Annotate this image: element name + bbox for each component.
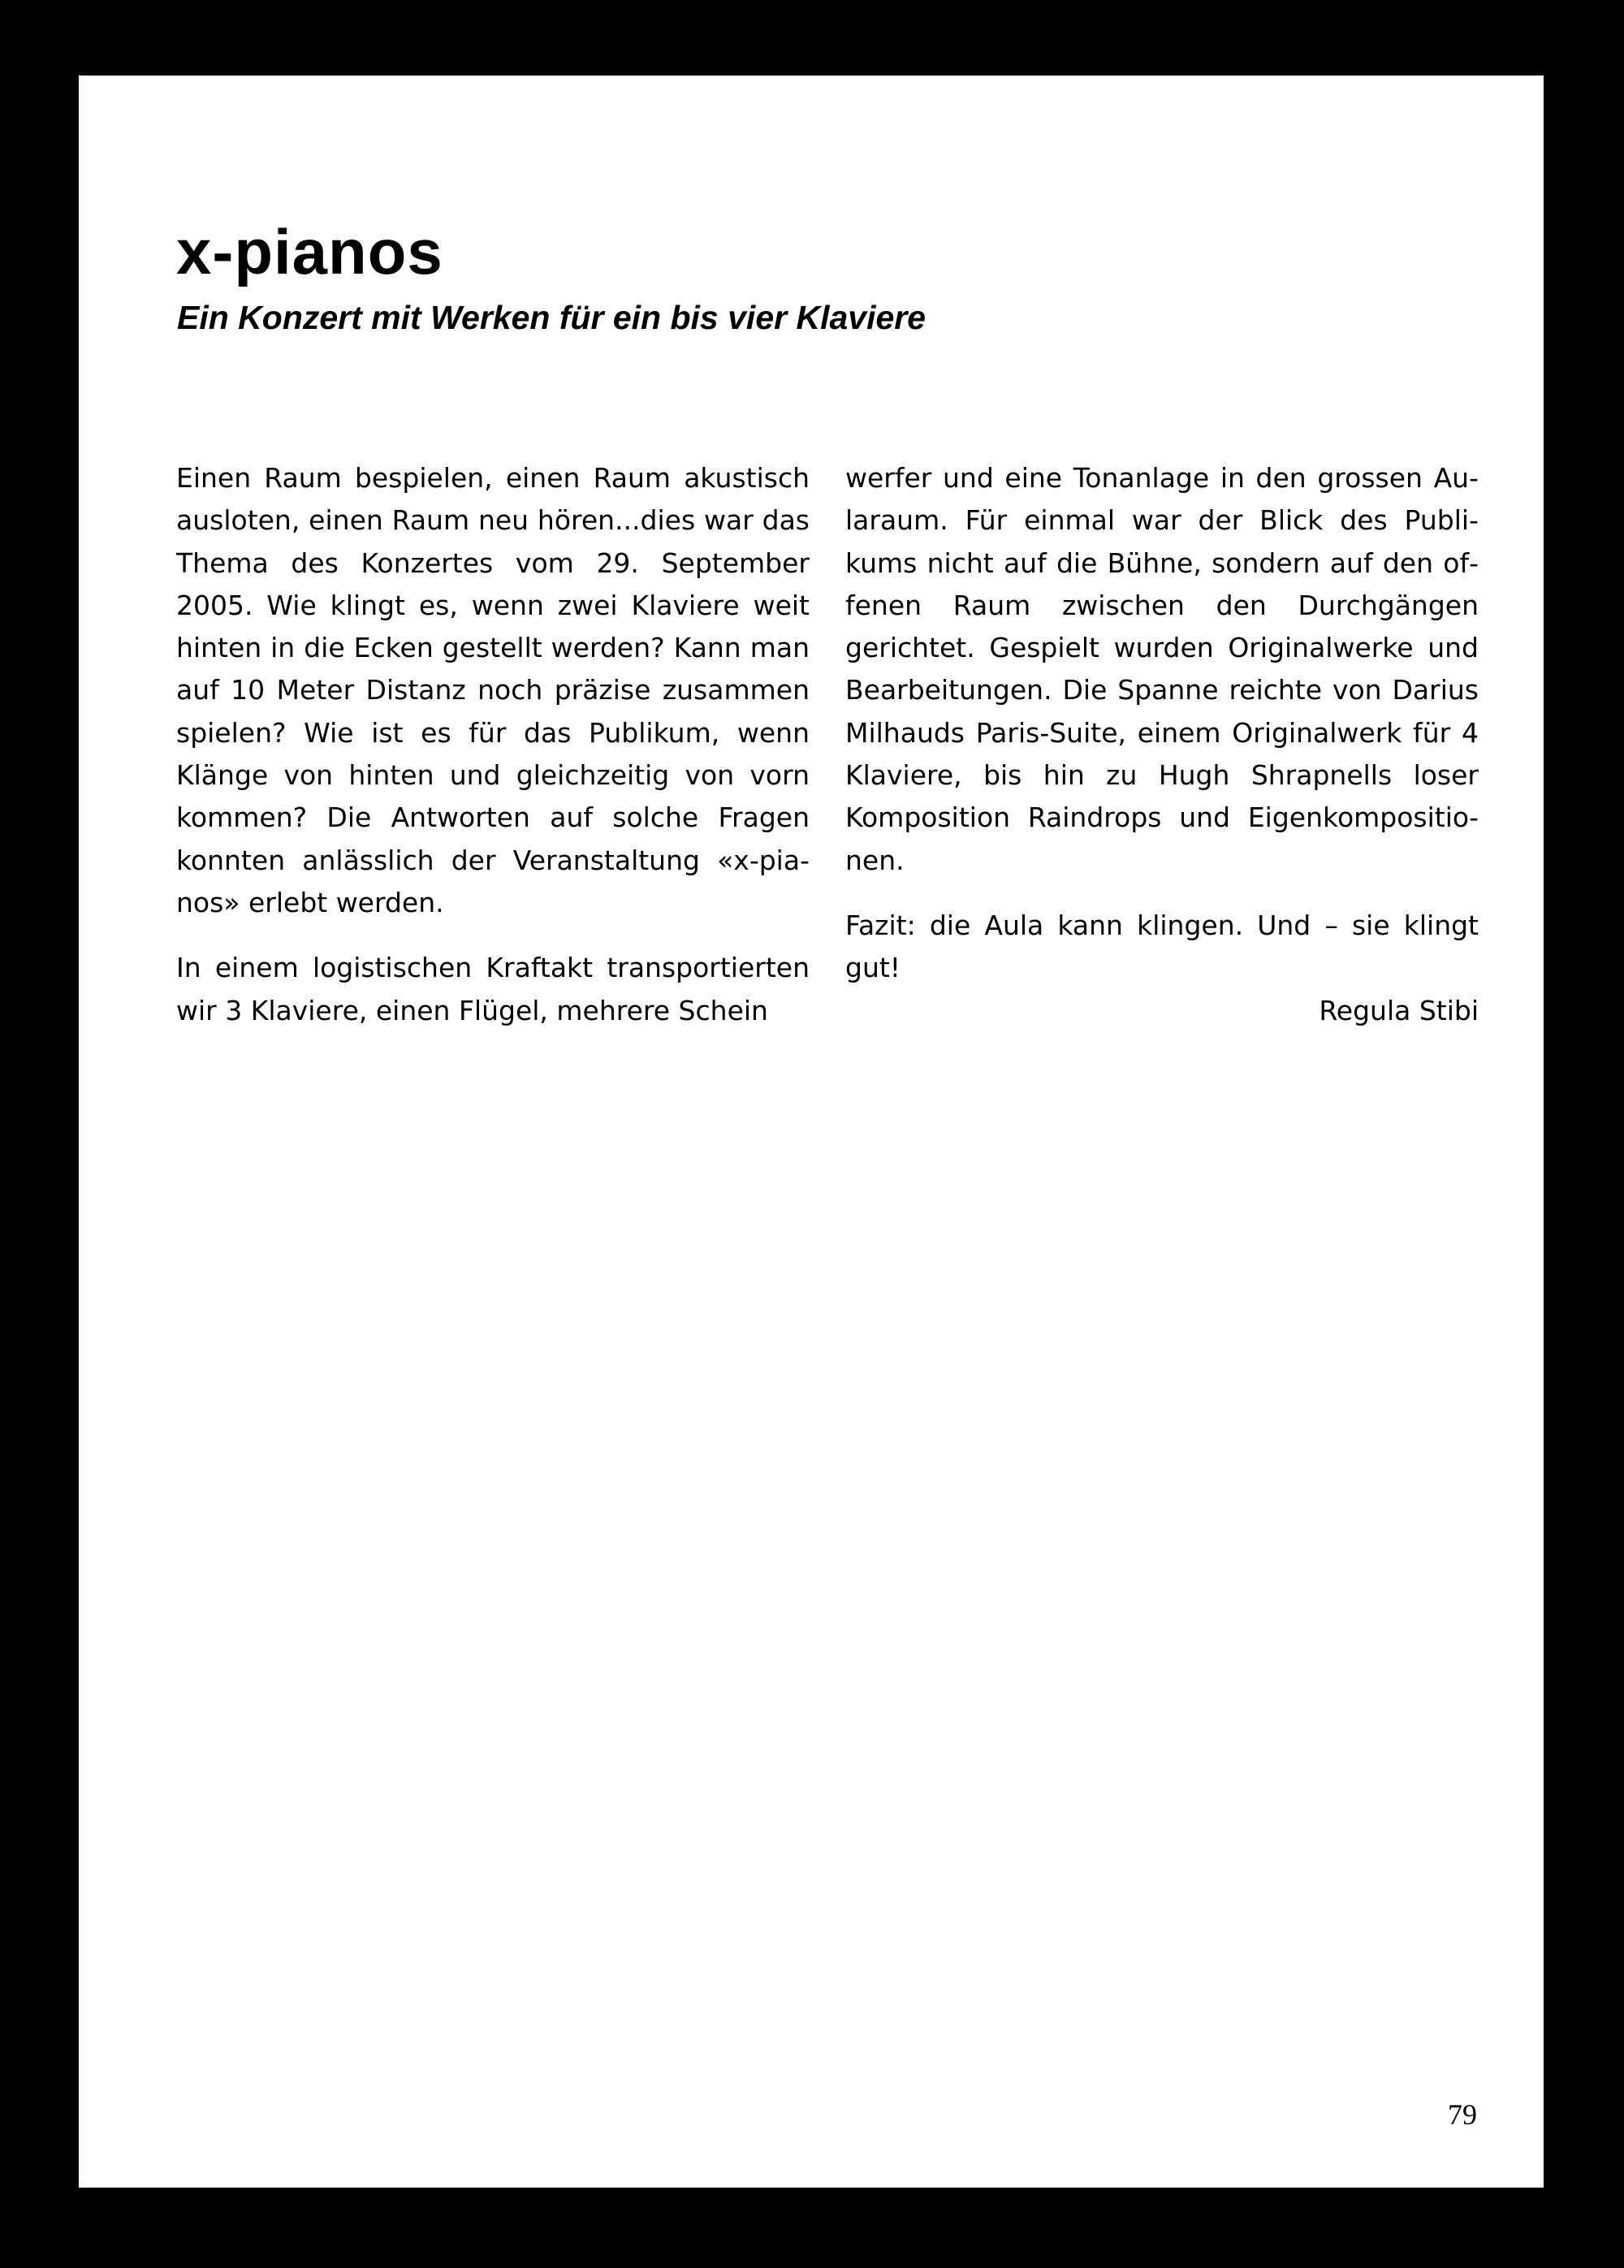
document-page [79,76,1544,2188]
right-paragraph-1: werfer und eine Tonanlage in den grossen Aularaum. Für einmal war der Blick des Publikums nicht auf die Bühne, sondern auf den offenen Raum zwischen den Durchgängen gerichtet. Gespielt wurden Originalwerke und Bearbeitungen. Die Spanne reichte von Darius Milhauds Paris-Suite, einem Originalwerk für 4 Klaviere, bis hin zu Hugh Shrapnells loser Komposition Raindrops und Eigenkompositionen. [845,462,1479,876]
page-number: 79 [1448,2098,1477,2131]
right-column [845,457,1479,1032]
right-paragraph-2: Fazit: die Aula kann klingen. Und – sie klingt gut! [845,909,1479,984]
author-signature: Regula Stibi [1319,994,1479,1026]
article-title: x-pianos [176,216,443,287]
left-paragraph-2: In einem logistischen Kraftakt transportierten wir 3 Klaviere, einen Flügel, mehrere Schein [176,952,810,1026]
article-subtitle: Ein Konzert mit Werken für ein bis vier Klaviere [177,299,926,336]
left-column [176,457,810,1055]
left-paragraph-1: Einen Raum bespielen, einen Raum akustisch ausloten, einen Raum neu hören...dies war das Thema des Konzertes vom 29. September 2005. Wie klingt es, wenn zwei Klaviere weit hinten in die Ecken gestellt werden? Kann man auf 10 Meter Distanz noch präzise zusammen spielen? Wie ist es für das Publikum, wenn Klänge von hinten und gleichzeitig von vorn kommen? Die Antworten auf solche Fragen konnten anlässlich der Veranstaltung «x-pianos» erlebt werden. [176,462,810,918]
